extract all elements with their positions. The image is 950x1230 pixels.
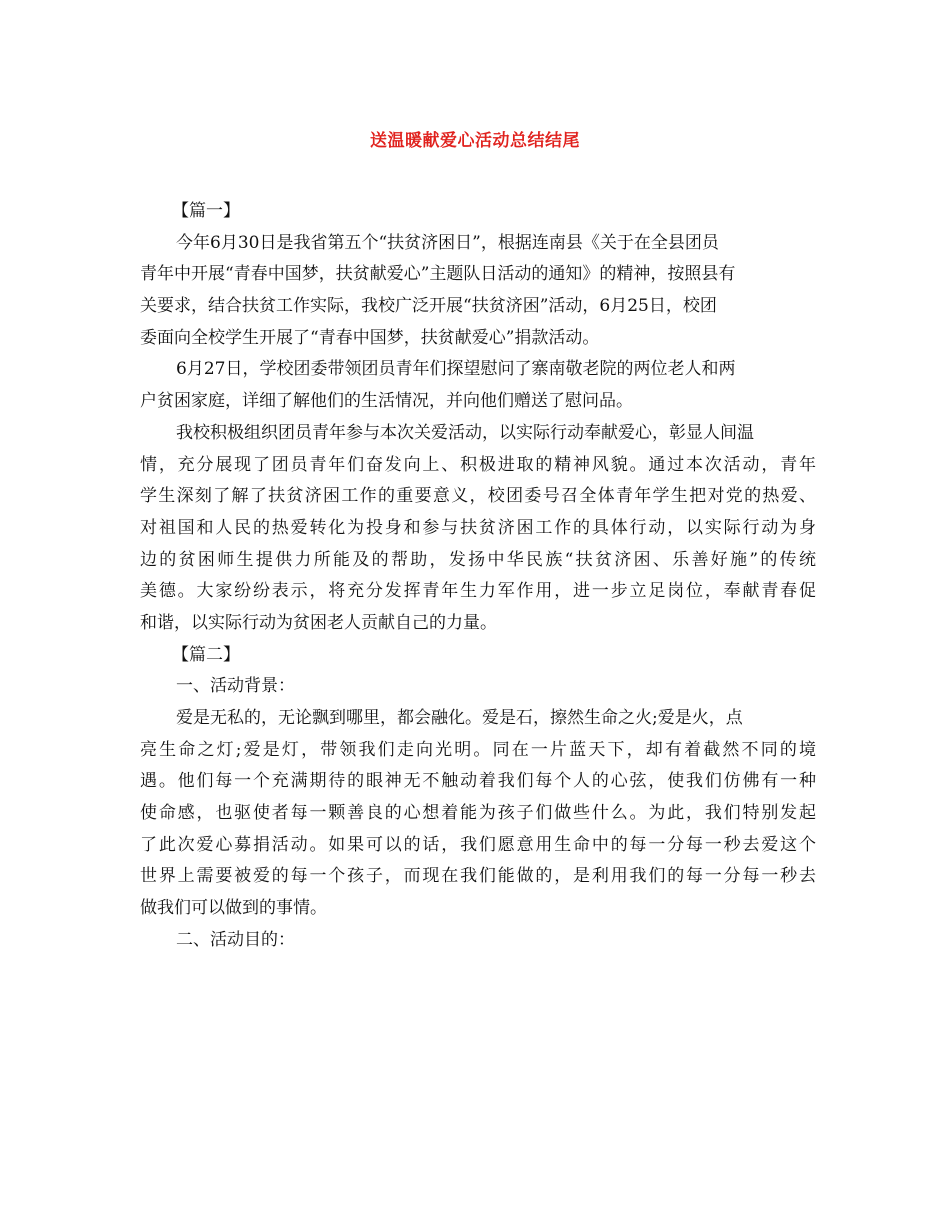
text-line: 对祖国和人民的热爱转化为投身和参与扶贫济困工作的具体行动，以实际行动为身 [140, 517, 816, 538]
text-line: 亮生命之灯;爱是灯，带领我们走向光明。同在一片蓝天下，却有着截然不同的境 [140, 739, 816, 760]
text-line: 二、活动目的： [176, 929, 295, 950]
text-line: 情，充分展现了团员青年们奋发向上、积极进取的精神风貌。通过本次活动，青年 [140, 454, 816, 475]
section-heading: 【篇二】 [172, 644, 240, 665]
text-line: 遇。他们每一个充满期待的眼神无不触动着我们每个人的心弦，使我们仿佛有一种 [140, 771, 816, 792]
text-line: 爱是无私的，无论飘到哪里，都会融化。爱是石，擦然生命之火;爱是火，点 [176, 708, 743, 728]
document-title: 送温暖献爱心活动总结结尾 [370, 131, 580, 151]
text-line: 关要求，结合扶贫工作实际，我校广泛开展“扶贫济困”活动，6月25日，校团 [140, 296, 717, 317]
text-line: 世界上需要被爱的每一个孩子，而现在我们能做的，是利用我们的每一分每一秒去 [140, 866, 816, 887]
text-line: 我校积极组织团员青年参与本次关爱活动，以实际行动奉献爱心，彰显人间温 [176, 422, 754, 443]
text-line: 今年6月30日是我省第五个“扶贫济困日”，根据连南县《关于在全县团员 [176, 232, 719, 253]
text-line: 和谐，以实际行动为贫困老人贡献自己的力量。 [140, 612, 497, 633]
text-line: 美德。大家纷纷表示，将充分发挥青年生力军作用，进一步立足岗位，奉献青春促 [140, 581, 816, 602]
document-body [140, 196, 816, 957]
section-heading: 【篇一】 [172, 201, 240, 221]
text-line: 做我们可以做到的事情。 [140, 898, 327, 919]
text-line: 了此次爱心募捐活动。如果可以的话，我们愿意用生命中的每一分每一秒去爱这个 [140, 834, 816, 855]
text-line: 一、活动背景： [176, 676, 295, 697]
text-line: 户贫困家庭，详细了解他们的生活情况，并向他们赠送了慰问品。 [140, 391, 633, 412]
text-line: 使命感，也驱使者每一颗善良的心想着能为孩子们做些什么。为此，我们特别发起 [140, 803, 816, 824]
text-line: 委面向全校学生开展了“青春中国梦，扶贫献爱心”捐款活动。 [140, 327, 600, 348]
text-line: 边的贫困师生提供力所能及的帮助，发扬中华民族“扶贫济困、乐善好施”的传统 [140, 549, 816, 570]
text-line: 6月27日，学校团委带领团员青年们探望慰问了寨南敬老院的两位老人和两 [176, 359, 736, 380]
text-line: 青年中开展“青春中国梦，扶贫献爱心”主题队日活动的通知》的精神，按照县有 [140, 264, 736, 285]
text-line: 学生深刻了解了扶贫济困工作的重要意义，校团委号召全体青年学生把对党的热爱、 [140, 486, 816, 507]
